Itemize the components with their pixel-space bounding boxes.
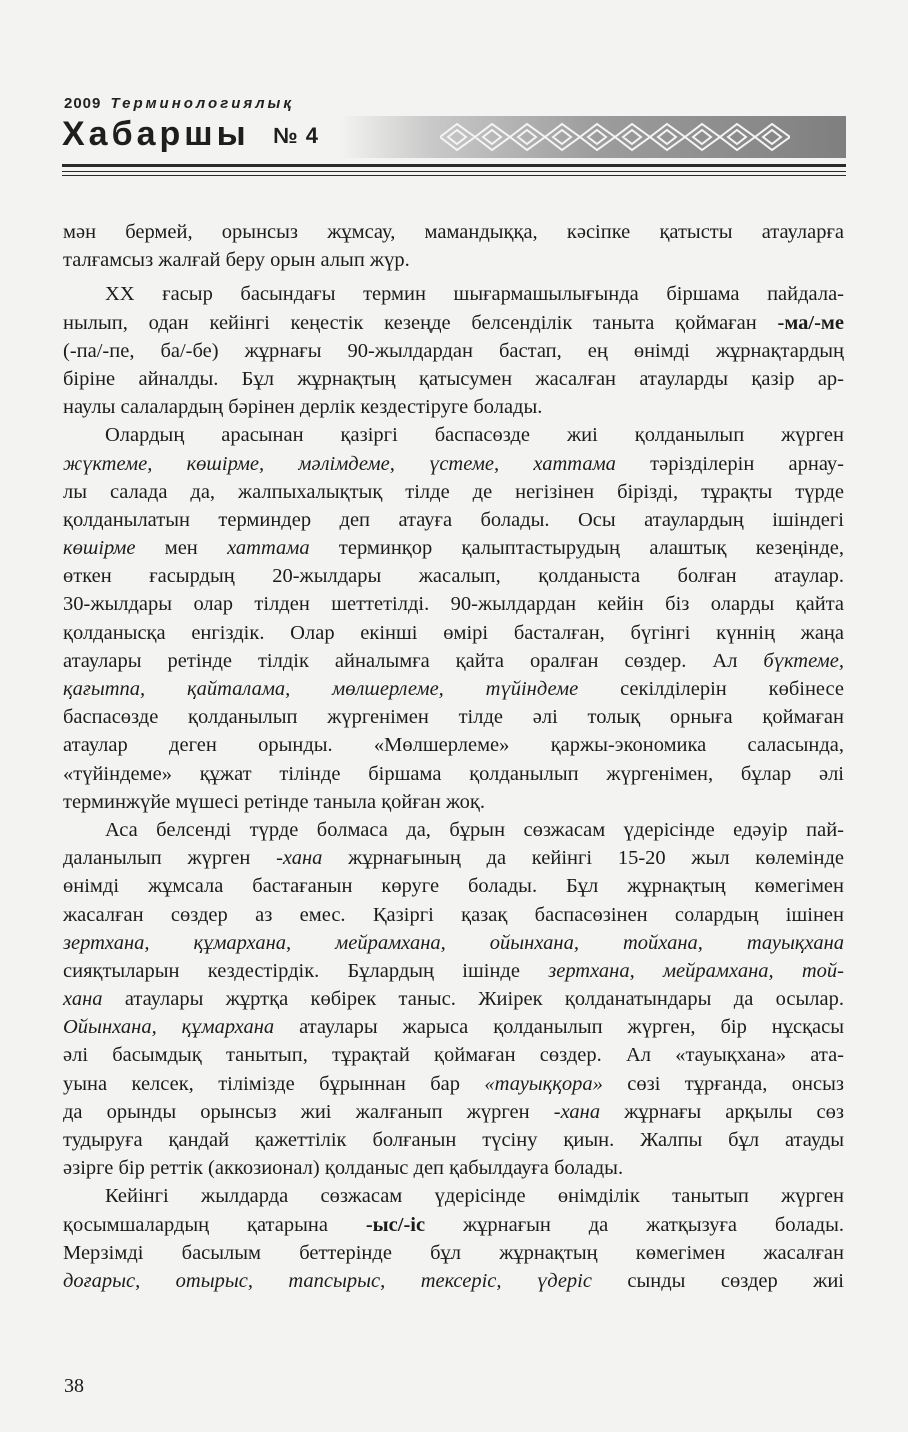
text-run: атаулары ретінде тілдік айналымға қайта оралған сөздер. Ал: [63, 649, 764, 672]
text-line: [63, 365, 844, 393]
text-run: баспасөзде қолданылып жүргенімен тілде әлі толық орнығa қоймаған: [63, 706, 844, 729]
text-line: [63, 957, 844, 985]
text-run: өткен ғасырдың 20-жылдары жасалып, қолданыста болған атаулар.: [63, 565, 844, 588]
text-line: [63, 393, 844, 421]
text-line: [63, 675, 844, 703]
text-run: терминжүйе мүшесі ретінде таныла қойған жоқ.: [63, 790, 485, 813]
italic-term: бүктеме,: [763, 649, 844, 672]
text-line: [63, 1239, 844, 1267]
italic-term: хаттама: [227, 537, 310, 560]
journal-title-line: [62, 112, 319, 158]
text-line: [63, 647, 844, 675]
italic-term: -хана: [276, 847, 323, 870]
text-run: қолданылатын терминдер деп атауға болады. Осы атаулардың ішіндегі: [63, 508, 844, 531]
text-run: Олардың арасынан қазіргі баспасөзде жиі қолданылып жүрген: [105, 424, 844, 447]
bold-suffix: -ыс/-іс: [365, 1213, 426, 1236]
bold-suffix: -ма/-ме: [777, 311, 844, 334]
text-line: [63, 1070, 844, 1098]
text-line: [63, 619, 844, 647]
text-line: [63, 246, 844, 274]
text-line: [63, 816, 844, 844]
journal-title: Хабаршы: [62, 115, 250, 153]
text-line: [63, 901, 844, 929]
text-run: Кейінгі жылдарда сөзжасам үдерісінде өнімділік танытып жүрген: [105, 1185, 844, 1208]
page-number: 38: [64, 1375, 84, 1397]
text-run: наулы салалардың бәрінен дерлік кездестіруге болады.: [63, 396, 543, 419]
text-line: [63, 1182, 844, 1210]
text-run: тудыруға қандай қажеттілік болғанын түсіну қиын. Жалпы бұл атауды: [63, 1129, 844, 1151]
paragraph: [63, 1182, 844, 1295]
text-run: Аса белсенді түрде болмаса да, бұрын сөзжасам үдерісінде едәуір пай-: [105, 818, 844, 841]
text-run: жасалған сөздер аз емес. Қазіргі қазақ баспасөзінен солардың ішінен: [63, 903, 844, 926]
paragraph: [63, 280, 844, 421]
text-run: (-па/-пе, ба/-бе) жұрнағы 90-жылдардан бастап, ең өнімді жұрнақтардың: [63, 339, 844, 362]
journal-name: Терминологиялық: [110, 95, 294, 112]
text-line: [63, 929, 844, 957]
text-line: [63, 1211, 844, 1239]
text-run: атаулары жарыса қолданылып жүрген, бір нұсқасы: [274, 1016, 844, 1039]
text-run: мән бермей, орынсыз жұмсау, мамандыққа, кәсіпке қатысты атауларға: [63, 221, 844, 243]
text-line: [63, 872, 844, 900]
text-line: [63, 506, 844, 534]
text-line: [63, 703, 844, 731]
text-line: [63, 1013, 844, 1041]
text-run: жұрнағының да кейінгі 15-20 жыл көлемінде: [322, 847, 844, 870]
text-line: [63, 280, 844, 308]
text-run: даланылып жүрген: [63, 847, 277, 870]
italic-term: -хана: [553, 1100, 601, 1123]
ornament-pattern-icon: [440, 120, 790, 154]
italic-term: зертхана, мейрамхана, той-: [548, 959, 844, 982]
text-run: секілділерін көбінесе: [578, 678, 844, 700]
text-line: [63, 788, 844, 816]
text-line: [63, 534, 844, 562]
italic-term: Ойынхана, құмархана: [63, 1016, 275, 1039]
text-run: сияқтыларын кездестірдік. Бұлардың ішінде: [63, 959, 549, 982]
italic-term: «тауыққора»: [484, 1072, 603, 1095]
text-line: [63, 1154, 844, 1182]
text-line: [63, 478, 844, 506]
text-line: [63, 562, 844, 590]
text-run: өнімді жұмсала бастағанын көруге болады. Бұл жұрнақтың көмегімен: [63, 875, 844, 898]
text-run: Мерзімді басылым беттерінде бұл жұрнақтың көмегімен жасалған: [63, 1241, 844, 1264]
text-run: біріне айналды. Бұл жұрнақтың қатысумен жасалған атауларды қазір ар-: [63, 367, 844, 390]
text-line: [63, 1267, 844, 1295]
header-rule-thin: [62, 175, 846, 176]
text-run: атаулары жұртқа көбірек таныс. Жиірек қолданатындары да осылар.: [102, 988, 844, 1011]
paragraph: [63, 421, 844, 816]
text-line: [63, 844, 844, 872]
text-run: ХХ ғасыр басындағы термин шығармашылығында біршама пайдала-: [105, 283, 844, 306]
header-rule-thick: [62, 164, 846, 167]
text-run: уына келсек, тілімізде бұрыннан бар: [63, 1072, 485, 1095]
text-line: [63, 218, 844, 246]
text-run: қолданысқа енгіздік. Олар екінші өмірі басталған, бүгінгі күннің жаңа: [63, 621, 844, 644]
text-run: сынды сөздер жиі: [591, 1269, 844, 1292]
text-line: [63, 590, 844, 618]
text-run: терминқор қалыптастырудың алаштық кезеңінде,: [309, 537, 844, 560]
text-line: [63, 309, 844, 337]
italic-term: қағытпа, қайталама, мөлшерлеме, түйіндеме: [63, 678, 579, 700]
journal-issue: № 4: [273, 123, 319, 149]
text-run: 30-жылдары олар тілден шеттетілді. 90-жылдардан кейін біз оларды қайта: [63, 593, 844, 616]
text-run: жұрнағы арқылы сөз: [600, 1100, 844, 1123]
text-line: [63, 731, 844, 759]
italic-term: доғарыс, отырыс, тапсырыс, тексеріс, үдеріс: [63, 1269, 592, 1292]
italic-term: жүктеме, көшірме, мәлімдеме, үстеме, хаттама: [63, 452, 616, 475]
text-line: [63, 985, 844, 1013]
article-body: [63, 218, 844, 1295]
text-run: лы салада да, жалпыхалықтық тілде де негізінен бірізді, тұрақты түрде: [63, 480, 844, 503]
text-line: [63, 1098, 844, 1126]
text-run: да орынды орынсыз жиі жалғанып жүрген: [63, 1100, 554, 1123]
text-run: атаулар деген орынды. «Мөлшерлеме» қаржы-экономика саласында,: [63, 734, 844, 757]
header-rule-thin: [62, 171, 846, 172]
paragraph: [63, 816, 844, 1182]
paragraph: [63, 218, 844, 274]
text-run: «түйіндеме» құжат тілінде біршама қолданылып жүргенімен, бұлар әлі: [63, 762, 844, 785]
text-run: мен: [135, 537, 228, 560]
text-run: сөзі тұрғанда, онсыз: [602, 1072, 844, 1095]
text-run: нылып, одан кейінгі кеңестік кезеңде белсенділік таныта қоймаған: [63, 311, 778, 334]
italic-term: хана: [63, 988, 103, 1011]
text-run: жұрнағын да жатқызуға болады.: [425, 1213, 844, 1236]
italic-term: көшірме: [63, 537, 136, 560]
text-line: [63, 450, 844, 478]
journal-year: 2009: [64, 95, 102, 112]
journal-header-line: [64, 95, 294, 112]
text-run: қосымшалардың қатарына: [63, 1213, 366, 1236]
text-run: талғамсыз жалғай беру орын алып жүр.: [63, 249, 410, 272]
text-run: әзірге бір реттік (аккозионал) қолданыс деп қабылдауға болады.: [63, 1157, 624, 1180]
text-line: [63, 1126, 844, 1154]
text-line: [63, 421, 844, 449]
italic-term: зертхана, құмархана, мейрамхана, ойынхана, тойхана, тауықхана: [63, 931, 844, 954]
text-run: тәрізділерін арнау-: [615, 452, 844, 475]
text-line: [63, 337, 844, 365]
text-line: [63, 1041, 844, 1069]
text-line: [63, 760, 844, 788]
text-run: әлі басымдық танытып, тұрақтай қоймаған сөздер. Ал «тауықхана» ата-: [63, 1044, 844, 1067]
